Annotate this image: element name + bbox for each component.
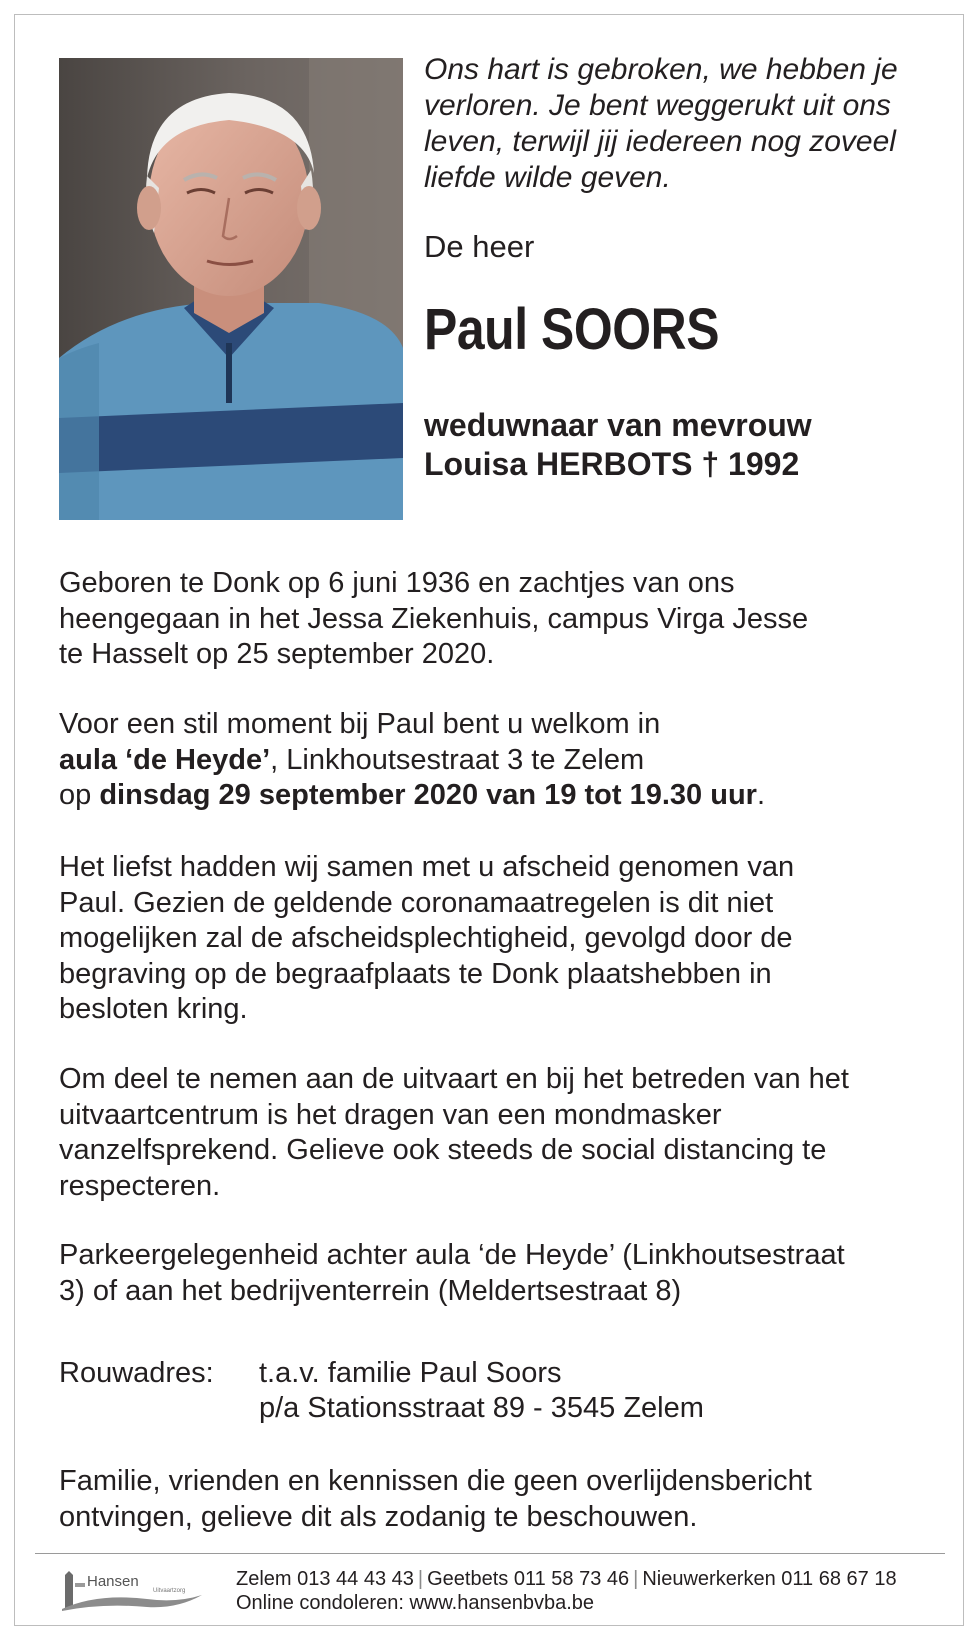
online-condolences: Online condoleren: www.hansenbvba.be <box>236 1592 595 1614</box>
quote-line: liefde wilde geven. <box>424 161 671 194</box>
farewell-paragraph <box>59 850 939 1028</box>
widow-line-1: weduwnaar van mevrouw <box>424 407 812 443</box>
footer-offices <box>236 1567 897 1591</box>
portrait-photo <box>59 58 403 520</box>
birth-line: heengegaan in het Jessa Ziekenhuis, campus Virga Jesse <box>59 602 809 635</box>
footer-separator: | <box>633 1568 639 1590</box>
birth-line: te Hasselt op 25 september 2020. <box>59 638 495 670</box>
deceased-name: Paul SOORS <box>424 297 720 362</box>
farewell-line: begraving op de begraafplaats te Donk plaatshebben in <box>59 957 772 990</box>
logo-sub: Uitvaartzorg <box>153 1588 186 1594</box>
farewell-line: Het liefst hadden wij samen met u afscheid genomen van <box>59 851 795 883</box>
widow-line-2: Louisa HERBOTS † 1992 <box>424 446 800 482</box>
parking-line: 3) of aan het bedrijventerrein (Meldertsestraat 8) <box>59 1274 682 1307</box>
visit-line-2 <box>59 743 939 779</box>
memorial-quote <box>424 52 944 196</box>
mourning-address-line-2: p/a Stationsstraat 89 - 3545 Zelem <box>259 1392 704 1424</box>
birth-paragraph <box>59 566 939 673</box>
farewell-line: Paul. Gezien de geldende coronamaatregelen is dit niet <box>59 886 774 919</box>
family-note-line: ontvingen, gelieve dit als zodanig te beschouwen. <box>59 1500 698 1533</box>
quote-line: Ons hart is gebroken, we hebben je <box>424 53 898 86</box>
visit-line-1: Voor een stil moment bij Paul bent u welkom in <box>59 708 661 740</box>
birth-line: Geboren te Donk op 6 juni 1936 en zachtjes van ons <box>59 567 735 599</box>
logo-name: Hansen <box>87 1573 139 1590</box>
family-note <box>59 1464 939 1535</box>
footer-separator: | <box>417 1568 424 1590</box>
salutation: De heer <box>424 229 535 264</box>
office-nieuwerkerken: Nieuwerkerken 011 68 67 18 <box>642 1568 897 1590</box>
footer-divider <box>35 1553 945 1554</box>
visit-on: op <box>59 779 100 811</box>
mask-line: Om deel te nemen aan de uitvaart en bij het betreden van het <box>59 1063 849 1095</box>
venue-name: aula ‘de Heyde’ <box>59 743 271 776</box>
farewell-line: besloten kring. <box>59 993 248 1025</box>
quote-line: leven, terwijl jij iedereen nog zoveel <box>424 125 896 158</box>
hansen-logo <box>57 1565 207 1613</box>
family-note-line: Familie, vrienden en kennissen die geen overlijdensbericht <box>59 1465 812 1497</box>
farewell-line: mogelijken zal de afscheidsplechtigheid, gevolgd door de <box>59 922 793 954</box>
mourning-address-line-1: t.a.v. familie Paul Soors <box>259 1357 562 1389</box>
quote-line: verloren. Je bent weggerukt uit ons <box>424 89 891 122</box>
office-geetbets: Geetbets 011 58 73 46 <box>427 1568 630 1590</box>
office-zelem: Zelem 013 44 43 43 <box>236 1568 414 1590</box>
visit-end: . <box>756 779 766 811</box>
visit-datetime: dinsdag 29 september 2020 van 19 tot 19.30 uur <box>99 779 757 811</box>
mourning-address-label: Rouwadres: <box>59 1357 214 1389</box>
footer-contact <box>236 1567 897 1615</box>
mask-paragraph <box>59 1062 939 1204</box>
mask-line: vanzelfsprekend. Gelieve ook steeds de social distancing te <box>59 1134 827 1166</box>
mask-line: respecteren. <box>59 1169 221 1202</box>
mask-line: uitvaartcentrum is het dragen van een mondmasker <box>59 1098 722 1131</box>
venue-address: , Linkhoutsestraat 3 te Zelem <box>270 743 645 776</box>
parking-line: Parkeergelegenheid achter aula ‘de Heyde’ (Linkhoutsestraat <box>59 1239 845 1271</box>
parking-paragraph <box>59 1238 939 1309</box>
widow-notice <box>424 406 812 484</box>
visit-line-3 <box>59 778 939 814</box>
visitation-paragraph <box>59 707 939 814</box>
